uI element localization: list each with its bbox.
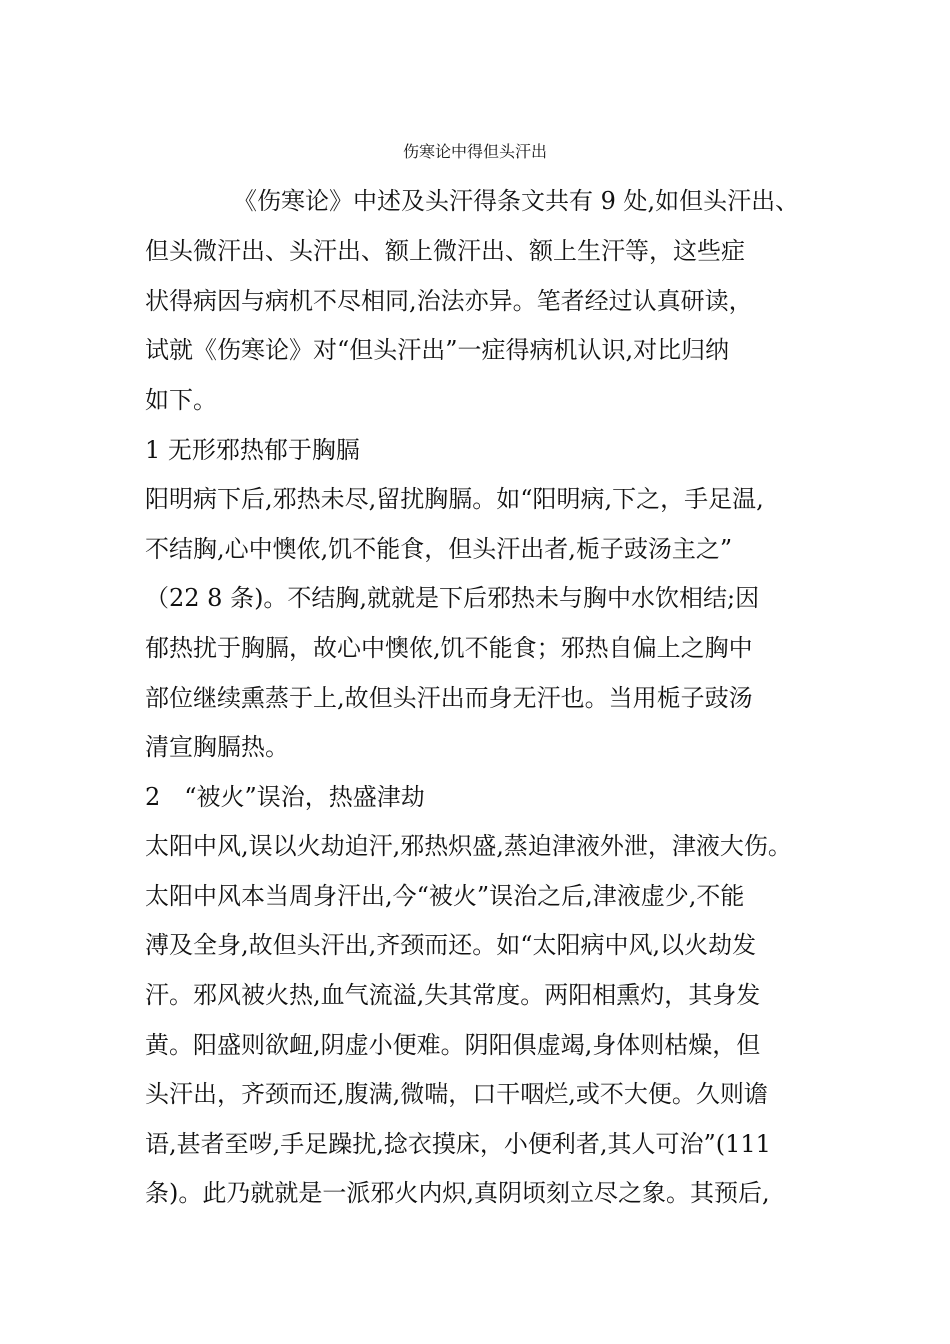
section-heading-2: 2 “被火”误治，热盛津劫: [145, 783, 425, 811]
paragraph-line: 阳明病下后,邪热未尽,留扰胸膈。如“阳明病,下之，手足温,: [145, 485, 764, 513]
paragraph-line: 太阳中风,误以火劫迫汗,邪热炽盛,蒸迫津液外泄，津液大伤。: [145, 832, 792, 860]
document-title: 伤寒论中得但头汗出: [402, 142, 547, 161]
paragraph-line: 语,甚者至哕,手足躁扰,捻衣摸床，小便利者,其人可治”(111: [145, 1130, 771, 1158]
paragraph-line: 郁热扰于胸膈，故心中懊侬,饥不能食；邪热自偏上之胸中: [145, 634, 753, 662]
paragraph-line: （22 8 条)。不结胸,就就是下后邪热未与胸中水饮相结;因: [145, 584, 760, 612]
paragraph-line: 《伤寒论》中述及头汗得条文共有 9 处,如但头汗出、: [233, 187, 800, 215]
paragraph-line: 部位继续熏蒸于上,故但头汗出而身无汗也。当用栀子豉汤: [145, 684, 753, 712]
paragraph-line: 清宣胸膈热。: [145, 733, 289, 761]
paragraph-line: 太阳中风本当周身汗出,今“被火”误治之后,津液虚少,不能: [145, 882, 745, 910]
paragraph-line: 黄。阳盛则欲衄,阴虚小便难。阴阳俱虚竭,身体则枯燥，但: [145, 1031, 761, 1059]
paragraph-line: 溥及全身,故但头汗出,齐颈而还。如“太阳病中风,以火劫发: [145, 931, 757, 959]
paragraph-line: 头汗出，齐颈而还,腹满,微喘，口干咽烂,或不大便。久则谵: [145, 1080, 768, 1108]
paragraph-line: 不结胸,心中懊侬,饥不能食，但头汗出者,栀子豉汤主之”: [145, 535, 733, 563]
section-heading-1: 1 无形邪热郁于胸膈: [145, 436, 360, 464]
paragraph-line: 但头微汗出、头汗出、额上微汗出、额上生汗等，这些症: [145, 237, 745, 265]
paragraph-line: 条)。此乃就就是一派邪火内炽,真阴顷刻立尽之象。其预后,: [145, 1179, 770, 1207]
paragraph-line: 如下。: [145, 386, 217, 414]
paragraph-line: 汗。邪风被火热,血气流溢,失其常度。两阳相熏灼，其身发: [145, 981, 761, 1009]
paragraph-line: 试就《伤寒论》对“但头汗出”一症得病机认识,对比归纳: [145, 336, 730, 364]
paragraph-line: 状得病因与病机不尽相同,治法亦异。笔者经过认真研读，: [145, 287, 753, 315]
